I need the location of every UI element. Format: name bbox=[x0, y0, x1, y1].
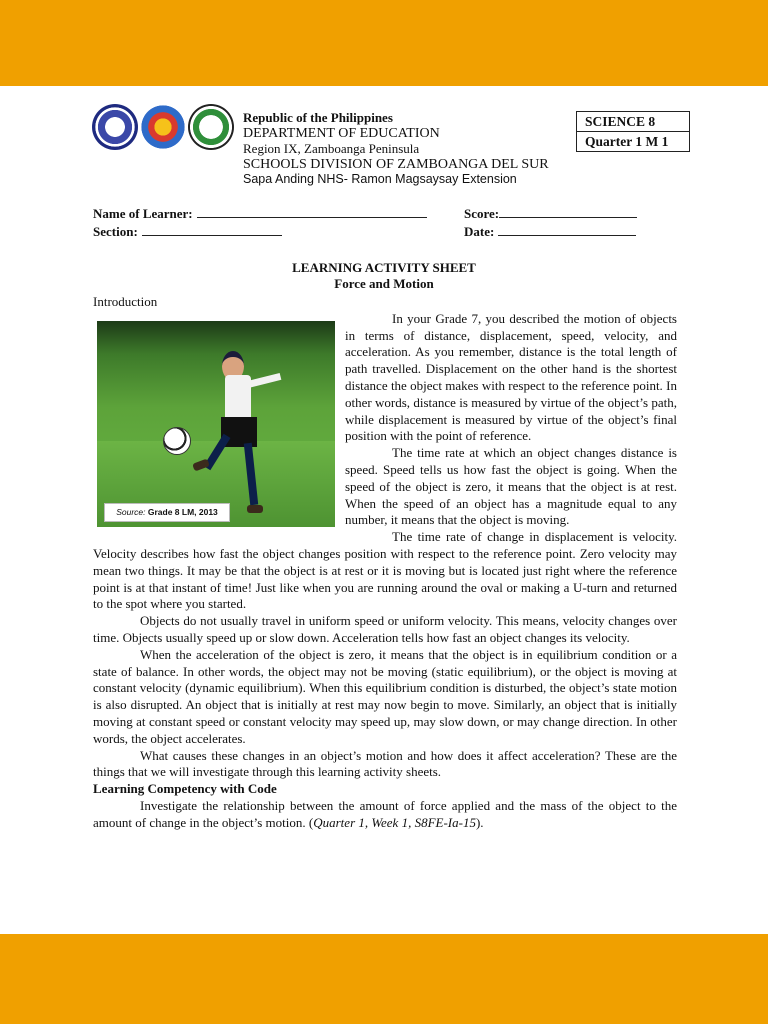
section-input-line[interactable] bbox=[142, 224, 282, 236]
region-seal-icon bbox=[140, 104, 186, 150]
subject-box bbox=[576, 111, 690, 152]
competency-heading: Learning Competency with Code bbox=[93, 781, 277, 797]
letterhead-line5: Sapa Anding NHS- Ramon Magsaysay Extension bbox=[243, 172, 517, 186]
date-input-line[interactable] bbox=[498, 224, 636, 236]
paragraph-1: In your Grade 7, you described the motion of objects in terms of distance, displacement, speed, velocity, and acceleration. As you remember, distance is the total length of path travelled. Displacement on the other hand is the shortest distance the object makes with respect to the reference point. In other words, distance is measured by virtue of the object’s path, while displacement is measured by virtue of the object’s final position with the point of reference. bbox=[345, 310, 677, 444]
school-seals bbox=[92, 104, 237, 152]
sheet-title: LEARNING ACTIVITY SHEET bbox=[292, 260, 476, 275]
letterhead-line1: Republic of the Philippines bbox=[243, 110, 393, 125]
competency-paragraph bbox=[93, 798, 677, 832]
date-field[interactable] bbox=[464, 224, 636, 240]
top-orange-band bbox=[0, 0, 768, 86]
score-input-line[interactable] bbox=[499, 206, 637, 218]
caption-source-label: Source: bbox=[116, 506, 146, 517]
name-field[interactable] bbox=[93, 206, 427, 222]
soccer-ball bbox=[163, 427, 191, 455]
paragraph-3: The time rate of change in displacement is velocity. Velocity describes how fast the object changes position with respect to the reference point. Zero velocity may mean two things. It may be that the object is at rest or it is moving but is located just right where the reference point is at that instant of time! Just like when you are running around the oval or making a U-turn and returned to the spot where you started. bbox=[93, 529, 677, 612]
photo-caption bbox=[104, 503, 230, 522]
competency-code: Quarter 1, Week 1, S8FE-Ia-15 bbox=[313, 814, 476, 830]
letterhead bbox=[243, 110, 549, 188]
caption-source-text: Grade 8 LM, 2013 bbox=[145, 506, 218, 517]
quarter-label: Quarter 1 M 1 bbox=[577, 131, 689, 151]
competency-text: Investigate the relationship between the amount of force applied and the mass of the object to the amount of change in the object’s motion. ( bbox=[93, 797, 677, 830]
letterhead-line2: DEPARTMENT OF EDUCATION bbox=[243, 125, 440, 141]
name-input-line[interactable] bbox=[197, 206, 427, 218]
deped-seal-icon bbox=[92, 104, 138, 150]
paragraph-2: The time rate at which an object changes distance is speed. Speed tells us how fast the object is going. When the speed of the object is zero, it means that the object is at rest. When the speed of an object has a magnitude equal to any number, it means that the object is moving. bbox=[345, 445, 677, 528]
paragraph-6: What causes these changes in an object’s motion and how does it affect acceleration? These are the things that we will investigate through this learning activity sheets. bbox=[93, 747, 677, 780]
paragraph-4: Objects do not usually travel in uniform speed or uniform velocity. This means, velocity changes over time. Objects usually speed up or slow down. Acceleration tells how fast an object changes its velocity. bbox=[93, 613, 677, 645]
soccer-player-photo bbox=[97, 321, 335, 527]
letterhead-line3: Region IX, Zamboanga Peninsula bbox=[243, 141, 420, 156]
document-body bbox=[93, 294, 677, 832]
division-seal-icon bbox=[188, 104, 234, 150]
subject-label: SCIENCE 8 bbox=[585, 114, 656, 129]
letterhead-line4: SCHOOLS DIVISION OF ZAMBOANGA DEL SUR bbox=[243, 156, 549, 172]
score-field[interactable] bbox=[464, 206, 637, 222]
score-label: Score: bbox=[464, 206, 500, 221]
section-field[interactable] bbox=[93, 224, 282, 240]
section-label: Section: bbox=[93, 224, 138, 239]
bottom-orange-band bbox=[0, 934, 768, 1024]
intro-heading: Introduction bbox=[93, 294, 158, 309]
paragraph-5: When the acceleration of the object is zero, it means that the object is in equilibrium condition or a state of balance. In other words, the object may not be moving (static equilibrium), or the object is moving at constant velocity (dynamic equilibrium). When this equilibrium condition is disturbed, the object’s state motion is also disrupted. An object that is initially at rest may now begin to move. Similarly, an object that is initially moving at constant speed or constant velocity may speed up, may slow down, or may change direction. In other words, the object accelerates. bbox=[93, 646, 677, 746]
name-label: Name of Learner: bbox=[93, 206, 193, 221]
date-label: Date: bbox=[464, 224, 495, 239]
sheet-subtitle: Force and Motion bbox=[334, 276, 434, 291]
competency-end: ). bbox=[475, 814, 484, 830]
